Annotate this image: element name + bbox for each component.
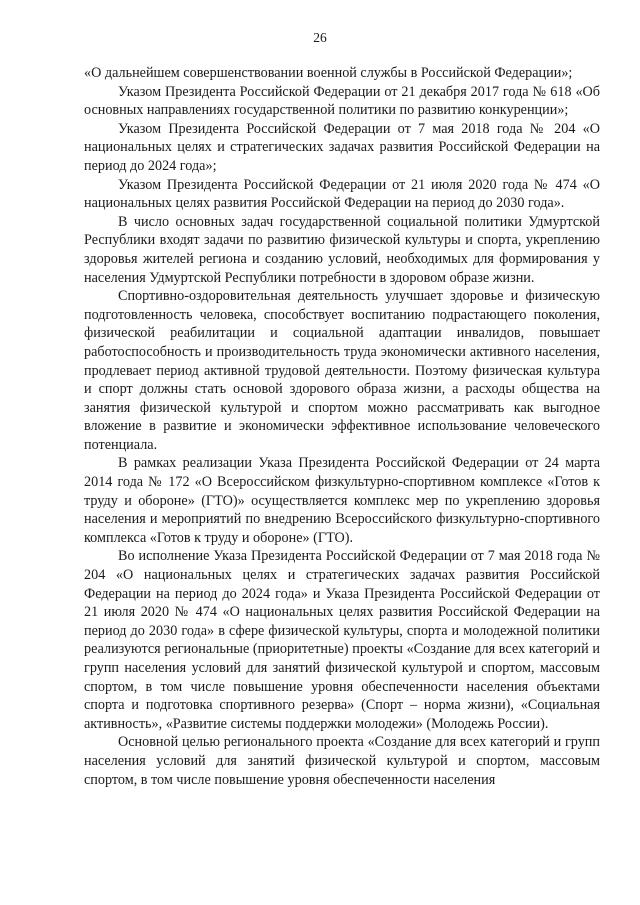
- paragraph-decree-204: Указом Президента Российской Федерации от 7 мая 2018 года № 204 «О национальных целях и стратегических задачах развития Российской Федерации на период до 2024 года»;: [84, 120, 600, 174]
- paragraph-continuation: «О дальнейшем совершенствовании военной службы в Российской Федерации»;: [84, 65, 573, 81]
- paragraph-regional-projects: Во исполнение Указа Президента Российской Федерации от 7 мая 2018 года № 204 «О национальных целях и стратегических задачах развития Российской Федерации на период до 2024 года» и Указа Президента Российской Федерации от 21 июля 2020 № 474 «О национальных целях развития Российской Федерации на период до 2030 года» в сфере физической культуры, спорта и молодежной политики реализуются региональные (приоритетные) проекты «Создание для всех категорий и групп населения условий для занятий физической культурой и спортом, массовым спортом, в том числе повышение уровня обеспеченности населения объектами спорта и подготовка спортивного резерва» (Спорт – норма жизни), «Социальная активность», «Развитие системы поддержки молодежи» (Молодежь России).: [84, 548, 600, 732]
- paragraph-social-policy-tasks: В число основных задач государственной социальной политики Удмуртской Республики входят задачи по развитию физической культуры и спорта, укреплению здоровья жителей региона и созданию условий, необходимых для формирования у населения Удмуртской Республики потребности в здоровом образе жизни.: [84, 213, 600, 286]
- document-body: [84, 64, 600, 789]
- paragraph-gto: В рамках реализации Указа Президента Российской Федерации от 24 марта 2014 года № 172 «О Всероссийском физкультурно-спортивном комплексе «Готов к труду и обороне» (ГТО)» осуществляется комплекс мер по укреплению здоровья населения и мероприятий по внедрению Всероссийского физкультурно-спортивного комплекса «Готов к труду и обороне» (ГТО).: [84, 455, 600, 546]
- paragraph-decree-618: Указом Президента Российской Федерации от 21 декабря 2017 года № 618 «Об основных направлениях государственной политики по развитию конкуренции»;: [84, 83, 600, 119]
- paragraph-sports-activity: Спортивно-оздоровительная деятельность улучшает здоровье и физическую подготовленность человека, способствует воспитанию подрастающего поколения, физической реабилитации и социальной адаптации инвалидов, повышает работоспособность и производительность труда экономически активного населения, продлевает период активной трудовой деятельности. Поэтому физическая культура и спорт должны стать основой здорового образа жизни, а расходы общества на занятия физической культурой и спортом можно рассматривать как выгодное вложение в развитие и экономически эффективное использование человеческого потенциала.: [84, 288, 600, 453]
- paragraph-project-goal: Основной целью регионального проекта «Создание для всех категорий и групп населения условий для занятий физической культурой и спортом, массовым спортом, в том числе повышение уровня обеспеченности населения: [84, 734, 600, 788]
- paragraph-decree-474: Указом Президента Российской Федерации от 21 июля 2020 года № 474 «О национальных целях развития Российской Федерации на период до 2030 года».: [84, 176, 600, 212]
- page-number: 26: [313, 30, 327, 45]
